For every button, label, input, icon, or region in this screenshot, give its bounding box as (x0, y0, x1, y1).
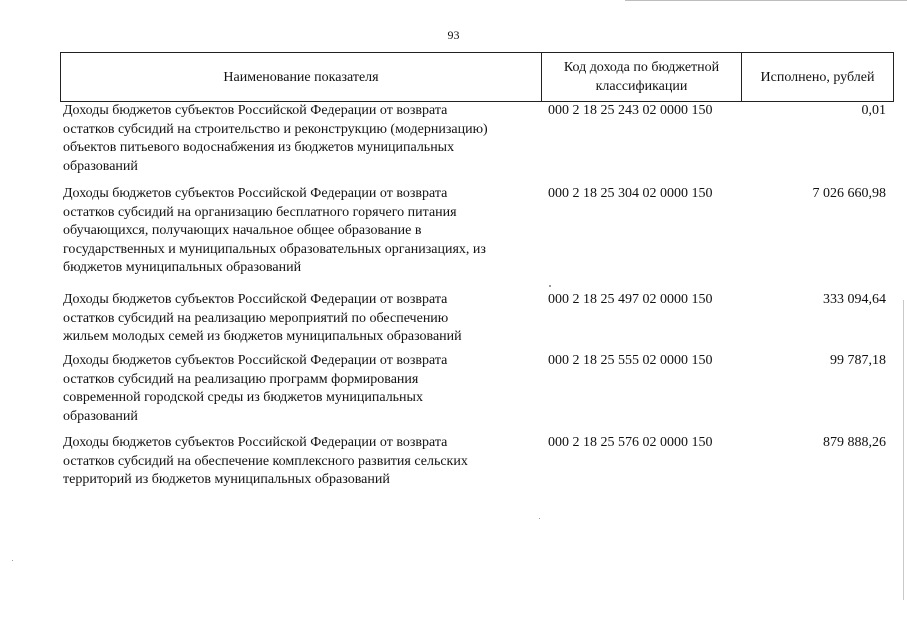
scan-artifact-dot (12, 560, 13, 561)
row-name-line: территорий из бюджетов муниципальных образований (63, 472, 390, 487)
page-number: 93 (447, 28, 460, 42)
row-amount: 99 787,18 (830, 353, 886, 368)
table-row (60, 434, 894, 494)
row-name-line: остатков субсидий на реализацию мероприятий по обеспечению (63, 310, 449, 326)
header-name-label: Наименование показателя (223, 69, 379, 85)
row-name-line: Доходы бюджетов субъектов Российской Федерации от возврата (63, 186, 448, 201)
table-row (60, 185, 894, 291)
row-name (60, 185, 541, 291)
row-name-line: государственных и муниципальных образовательных организациях, из (63, 241, 486, 257)
scan-artifact-dot (539, 518, 540, 519)
row-name (60, 352, 541, 434)
row-name-line: остатков субсидий на реализацию программ формирования (63, 371, 419, 387)
row-name-line: Доходы бюджетов субъектов Российской Федерации от возврата (63, 353, 448, 368)
header-amount (742, 53, 893, 101)
row-name-line: бюджетов муниципальных образований (63, 260, 302, 275)
table-body (60, 102, 894, 494)
table-row (60, 352, 894, 434)
row-name-line: остатков субсидий на обеспечение комплексного развития сельских (63, 453, 468, 469)
scan-artifact-dot (549, 285, 551, 287)
row-code: 000 2 18 25 304 02 0000 150 (548, 186, 713, 201)
row-name-line: образований (63, 158, 138, 174)
row-name-line: образований (63, 408, 138, 424)
row-code: 000 2 18 25 243 02 0000 150 (548, 103, 713, 118)
table-row (60, 102, 894, 185)
header-name (61, 53, 542, 101)
row-name-line: Доходы бюджетов субъектов Российской Федерации от возврата (63, 435, 448, 450)
row-name-line: современной городской среды из бюджетов муниципальных (63, 390, 423, 405)
row-name-line: обучающихся, получающих начальное общее образование в (63, 223, 422, 238)
row-code: 000 2 18 25 497 02 0000 150 (548, 292, 713, 307)
row-name (60, 102, 541, 185)
row-amount: 879 888,26 (823, 435, 886, 450)
header-code-label-line1: Код дохода по бюджетной (563, 60, 720, 75)
table-header (60, 52, 894, 102)
table-row (60, 291, 894, 352)
scan-artifact-top-rule (625, 0, 907, 1)
row-name-line: Доходы бюджетов субъектов Российской Федерации от возврата (63, 103, 448, 118)
row-amount: 0,01 (861, 103, 886, 118)
row-code: 000 2 18 25 576 02 0000 150 (548, 435, 713, 450)
row-amount: 333 094,64 (823, 292, 886, 307)
row-name-line: остатков субсидий на строительство и реконструкцию (модернизацию) (63, 121, 488, 137)
scan-artifact-right-edge (903, 300, 904, 600)
row-name (60, 434, 541, 494)
row-name (60, 291, 541, 352)
header-amount-label: Исполнено, рублей (760, 69, 875, 85)
row-name-line: объектов питьевого водоснабжения из бюджетов муниципальных (63, 140, 455, 155)
row-name-line: Доходы бюджетов субъектов Российской Федерации от возврата (63, 292, 448, 307)
header-code-label-line2: классификации (595, 79, 688, 94)
row-name-line: жильем молодых семей из бюджетов муниципальных образований (63, 329, 462, 344)
row-amount: 7 026 660,98 (812, 186, 886, 201)
row-name-line: остатков субсидий на организацию бесплатного горячего питания (63, 204, 457, 220)
row-code: 000 2 18 25 555 02 0000 150 (548, 353, 713, 368)
header-code (542, 53, 742, 101)
